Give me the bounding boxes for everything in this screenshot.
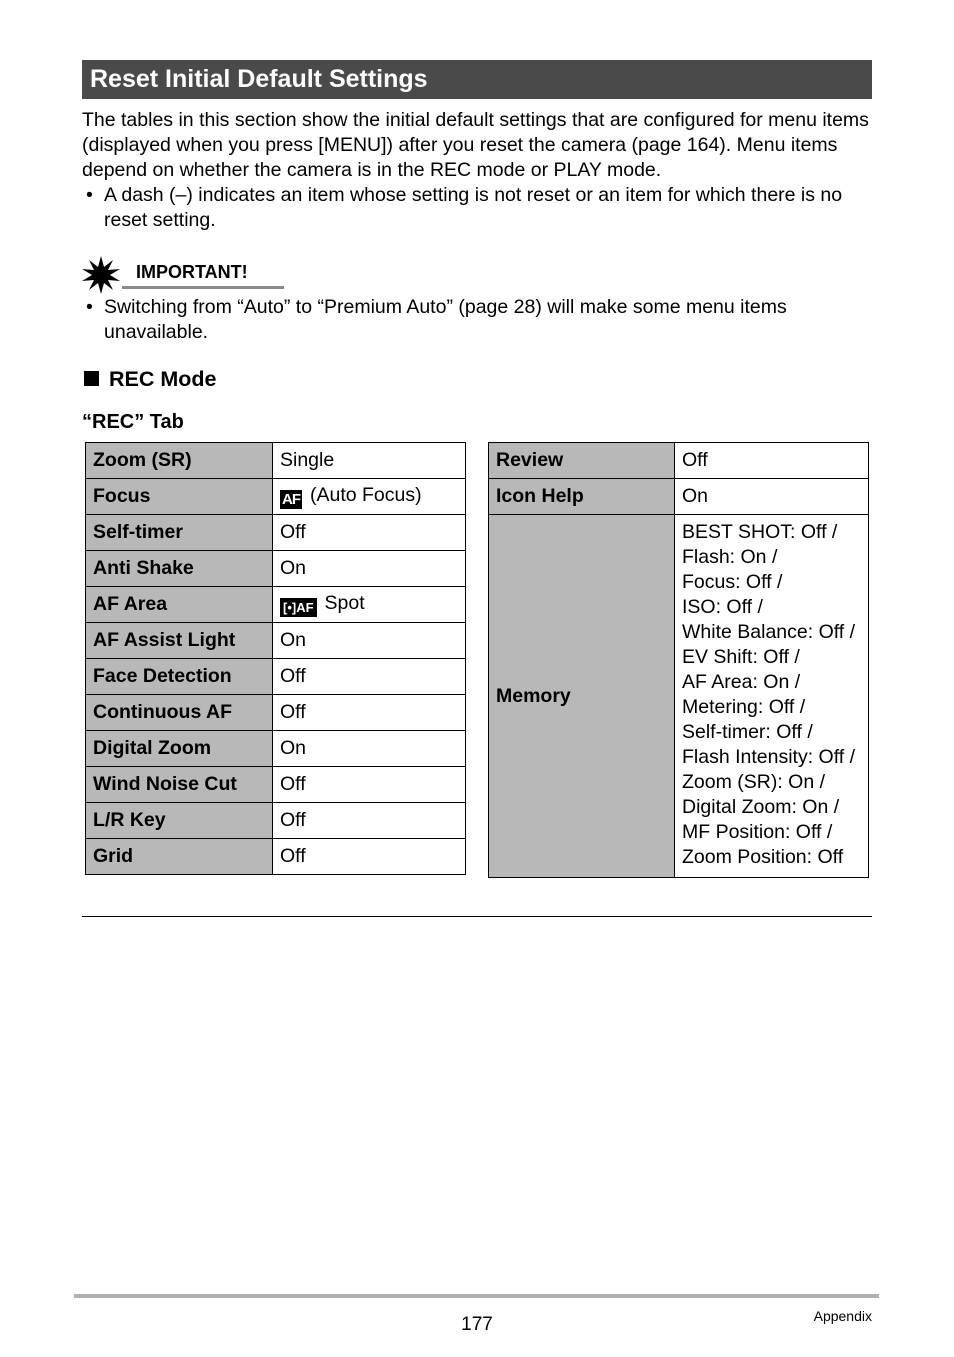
intro-paragraph: The tables in this section show the initial default settings that are configured for menu items (displayed when you press [MENU]) after you reset the camera (page 164). Menu items depend on whether the camera is in the REC mode or PLAY mode. [82,109,869,181]
table-row [86,623,466,659]
spot-af-icon: [•]AF [280,598,317,617]
setting-name: AF Assist Light [86,623,273,659]
memory-line: AF Area: On / [682,671,801,693]
table-row [86,515,466,551]
table-row [86,767,466,803]
memory-line: Self-timer: Off / [682,721,813,743]
setting-value: Off [273,803,466,839]
memory-line: EV Shift: Off / [682,646,800,668]
starburst-icon [82,256,120,294]
table-row [86,731,466,767]
footer-rule [74,1294,879,1298]
section-heading-text: REC Mode [109,367,217,391]
setting-name: Continuous AF [86,695,273,731]
setting-value [273,479,466,515]
setting-value: Off [675,443,869,479]
memory-settings-list [675,515,869,878]
section-divider [82,916,872,917]
square-bullet-icon [84,371,99,386]
setting-name: Anti Shake [86,551,273,587]
page-title: Reset Initial Default Settings [82,60,872,99]
table-row [489,479,869,515]
memory-line: Focus: Off / [682,571,783,593]
setting-value: On [273,551,466,587]
setting-name: Digital Zoom [86,731,273,767]
table-row [86,479,466,515]
dash-note-text: A dash (–) indicates an item whose setting is not reset or an item for which there is no reset setting. [104,184,843,231]
setting-name: Self-timer [86,515,273,551]
table-row [86,695,466,731]
memory-line: White Balance: Off / [682,621,856,643]
setting-name: Review [489,443,675,479]
memory-line: Flash: On / [682,546,778,568]
bullet-dot: • [86,296,93,318]
setting-name: Grid [86,839,273,875]
setting-value: Single [273,443,466,479]
af-icon: AF [282,491,300,508]
memory-line: Digital Zoom: On / [682,796,840,818]
important-note-text: Switching from “Auto” to “Premium Auto” (page 28) will make some menu items unavailable. [104,296,787,343]
memory-line: Zoom (SR): On / [682,771,826,793]
table-row [86,659,466,695]
setting-value-text: Spot [324,592,365,614]
memory-line: MF Position: Off / [682,821,833,843]
setting-value: Off [273,515,466,551]
setting-value-text: (Auto Focus) [310,484,422,506]
memory-line: BEST SHOT: Off / [682,521,838,543]
setting-value: On [675,479,869,515]
memory-line: Metering: Off / [682,696,806,718]
rec-tab-settings-table-left [85,442,466,875]
setting-value: Off [273,839,466,875]
setting-value [273,587,466,623]
setting-value: Off [273,767,466,803]
setting-value: On [273,623,466,659]
setting-name: Zoom (SR) [86,443,273,479]
table-row [86,443,466,479]
setting-name: Face Detection [86,659,273,695]
setting-value: Off [273,695,466,731]
table-row [86,551,466,587]
bullet-dot: • [86,184,93,206]
important-label: IMPORTANT! [136,262,248,282]
important-underline [122,286,284,289]
table-row [86,803,466,839]
table-row [86,587,466,623]
rec-tab-settings-table-right [488,442,869,878]
setting-name: Focus [86,479,273,515]
memory-line: Flash Intensity: Off / [682,746,856,768]
page-number: 177 [461,1314,493,1335]
memory-line: ISO: Off / [682,596,763,618]
section-heading [84,367,217,392]
setting-name: L/R Key [86,803,273,839]
important-callout [82,256,292,292]
table-row [489,443,869,479]
setting-name: Memory [489,515,675,878]
memory-line: Zoom Position: Off [682,846,844,868]
setting-value: Off [273,659,466,695]
setting-name: AF Area [86,587,273,623]
setting-name: Wind Noise Cut [86,767,273,803]
table-row [86,839,466,875]
table-row [489,515,869,878]
setting-name: Icon Help [489,479,675,515]
tab-heading: “REC” Tab [82,411,184,433]
setting-value: On [273,731,466,767]
footer-section-label: Appendix [813,1308,872,1324]
